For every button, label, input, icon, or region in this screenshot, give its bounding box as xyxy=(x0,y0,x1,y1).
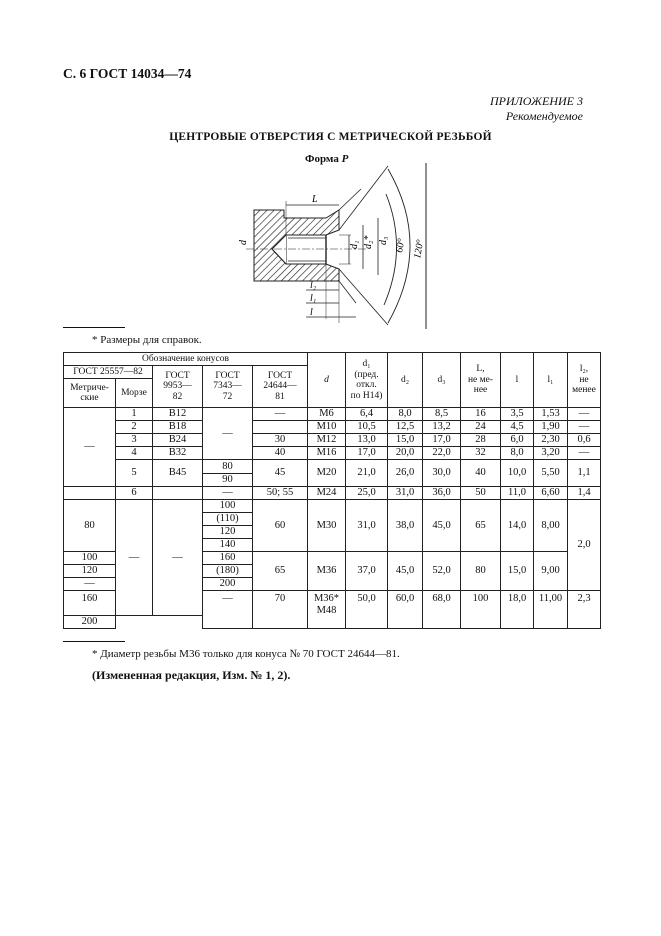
cell-g7343: 90 xyxy=(203,473,253,487)
footnote-bottom: * Диаметр резьбы M36 только для конуса № 70 ГОСТ 24644—81. xyxy=(92,648,400,660)
th-l2: l₂, не менее xyxy=(568,353,601,408)
cell-g7343: (110) xyxy=(203,513,253,526)
cell-l1: 9,00 xyxy=(534,552,568,591)
cell-d: M30 xyxy=(308,500,346,552)
cell-d3: 52,0 xyxy=(423,552,461,591)
cell-g9953: B32 xyxy=(153,447,203,460)
footnote-top: * Размеры для справок. xyxy=(92,334,202,346)
cell-g7343: 200 xyxy=(203,578,253,591)
cell-l: 3,5 xyxy=(501,408,534,421)
th-gost24644: ГОСТ 24644—81 xyxy=(253,366,308,408)
cell-l1: 8,00 xyxy=(534,500,568,552)
cell-l2: 2,3 xyxy=(568,591,601,629)
angle-60-label: 60° xyxy=(394,237,408,254)
cell-d: M24 xyxy=(308,487,346,500)
cell-d3: 45,0 xyxy=(423,500,461,552)
dim-l2-label: l₂ xyxy=(310,280,317,291)
cell-d1: 10,5 xyxy=(346,421,388,434)
appendix-label xyxy=(490,94,583,124)
cell-metric: 100 xyxy=(64,552,116,565)
cell-l2: — xyxy=(568,447,601,460)
cell-metric: 200 xyxy=(64,616,116,629)
cell-g7343: 160 xyxy=(203,552,253,565)
cell-morse: 3 xyxy=(116,434,153,447)
dim-L-label: L xyxy=(312,194,318,205)
th-metric: Метриче- ские xyxy=(64,379,116,408)
cell-l: 14,0 xyxy=(501,500,534,552)
angle-120-label: 120° xyxy=(412,238,427,260)
cell-g24644: 30 xyxy=(253,434,308,447)
cell-g7343: 100 xyxy=(203,500,253,513)
cell-d1: 31,0 xyxy=(346,500,388,552)
cell-g24644: 45 xyxy=(253,460,308,487)
cell-d2: 38,0 xyxy=(388,500,423,552)
cell-L: 50 xyxy=(461,487,501,500)
cell-d1: 6,4 xyxy=(346,408,388,421)
cell-g24644: 50; 55 xyxy=(253,487,308,500)
cell-L: 32 xyxy=(461,447,501,460)
cell-L: 28 xyxy=(461,434,501,447)
cell-g7343: (180) xyxy=(203,565,253,578)
cell-l2: 2,0 xyxy=(568,500,601,591)
cell-d1: 25,0 xyxy=(346,487,388,500)
cell-l: 18,0 xyxy=(501,591,534,629)
cell-morse-dash: — xyxy=(116,500,153,616)
cell-d2: 12,5 xyxy=(388,421,423,434)
cell-g9953-empty xyxy=(153,487,203,500)
th-d-text: d xyxy=(324,374,329,385)
cell-morse: 4 xyxy=(116,447,153,460)
cell-g9953-dash: — xyxy=(153,500,203,616)
cell-d3: 13,2 xyxy=(423,421,461,434)
cell-L: 40 xyxy=(461,460,501,487)
cell-morse: 1 xyxy=(116,408,153,421)
cell-metric: 80 xyxy=(64,500,116,552)
cell-l1: 11,00 xyxy=(534,591,568,629)
cell-l1: 3,20 xyxy=(534,447,568,460)
cell-d2: 26,0 xyxy=(388,460,423,487)
center-holes-table xyxy=(63,352,601,629)
th-gost9953: ГОСТ 9953—82 xyxy=(153,366,203,408)
cell-g9953: B18 xyxy=(153,421,203,434)
cell-d2: 8,0 xyxy=(388,408,423,421)
appendix-title: ПРИЛОЖЕНИЕ 3 xyxy=(490,94,583,108)
th-d xyxy=(308,353,346,408)
cell-l: 8,0 xyxy=(501,447,534,460)
cell-metric: — xyxy=(64,578,116,591)
cell-d: M6 xyxy=(308,408,346,421)
cell-d3: 36,0 xyxy=(423,487,461,500)
cell-morse: 6 xyxy=(116,487,153,500)
cell-l: 15,0 xyxy=(501,552,534,591)
dim-l1-label: l₁ xyxy=(310,293,317,304)
cell-l1: 2,30 xyxy=(534,434,568,447)
dim-d2-label: d₂* xyxy=(363,235,374,249)
cell-d xyxy=(308,591,346,629)
cell-g24644: 70 xyxy=(253,591,308,629)
dim-d1-label: d₁ xyxy=(349,240,360,249)
cell-g9953: B12 xyxy=(153,408,203,421)
dim-d3-label: d₃ xyxy=(378,236,389,245)
cell-d: M36 xyxy=(308,552,346,591)
cell-d: M16 xyxy=(308,447,346,460)
cell-d3: 30,0 xyxy=(423,460,461,487)
cell-l1: 6,60 xyxy=(534,487,568,500)
cell-d2: 60,0 xyxy=(388,591,423,629)
section-title: ЦЕНТРОВЫЕ ОТВЕРСТИЯ С МЕТРИЧЕСКОЙ РЕЗЬБОЙ xyxy=(169,131,492,143)
appendix-subtitle: Рекомендуемое xyxy=(505,109,583,123)
th-d1: d₁ (пред. откл. по H14) xyxy=(346,353,388,408)
th-d2: d₂ xyxy=(388,353,423,408)
cell-g9953: B24 xyxy=(153,434,203,447)
cell-d1: 13,0 xyxy=(346,434,388,447)
cell-g24644: 40 xyxy=(253,447,308,460)
cell-d2: 45,0 xyxy=(388,552,423,591)
cell-d: M20 xyxy=(308,460,346,487)
th-l1: l₁ xyxy=(534,353,568,408)
cell-d2: 31,0 xyxy=(388,487,423,500)
cell-d3: 8,5 xyxy=(423,408,461,421)
cell-d1: 17,0 xyxy=(346,447,388,460)
cell-d1: 37,0 xyxy=(346,552,388,591)
cell-morse: 2 xyxy=(116,421,153,434)
cell-l: 6,0 xyxy=(501,434,534,447)
cell-g24644: 60 xyxy=(253,500,308,552)
cell-l1: 5,50 xyxy=(534,460,568,487)
cell-l: 4,5 xyxy=(501,421,534,434)
cell-d2: 15,0 xyxy=(388,434,423,447)
cell-morse: 5 xyxy=(116,460,153,487)
cell-g7343: — xyxy=(203,591,253,629)
cell-g24644-empty xyxy=(253,421,308,434)
cell-metric: 120 xyxy=(64,565,116,578)
cell-d1: 21,0 xyxy=(346,460,388,487)
th-morse: Морзе xyxy=(116,379,153,408)
cell-l2: — xyxy=(568,408,601,421)
cell-d3: 22,0 xyxy=(423,447,461,460)
cell-d3: 68,0 xyxy=(423,591,461,629)
cell-d: M12 xyxy=(308,434,346,447)
page-header: С. 6 ГОСТ 14034—74 xyxy=(63,66,192,81)
cell-l2: 1,1 xyxy=(568,460,601,487)
cell-d1: 50,0 xyxy=(346,591,388,629)
form-label-text: Форма xyxy=(305,153,339,165)
cell-g24644: — xyxy=(253,408,308,421)
cell-d2: 20,0 xyxy=(388,447,423,460)
cell-metric-empty xyxy=(64,487,116,500)
cell-L: 65 xyxy=(461,500,501,552)
cell-d-m36: M36* xyxy=(313,593,340,604)
th-gost7343: ГОСТ 7343—72 xyxy=(203,366,253,408)
cell-d: M10 xyxy=(308,421,346,434)
cell-d3: 17,0 xyxy=(423,434,461,447)
cell-l2: 1,4 xyxy=(568,487,601,500)
cell-l1: 1,90 xyxy=(534,421,568,434)
footnote-divider-bottom xyxy=(63,641,125,642)
cell-l2: — xyxy=(568,421,601,434)
cell-g7343: 140 xyxy=(203,539,253,552)
cell-L: 16 xyxy=(461,408,501,421)
cell-l1: 1,53 xyxy=(534,408,568,421)
cell-g9953: B45 xyxy=(153,460,203,487)
th-d3: d₃ xyxy=(423,353,461,408)
th-gost25557: ГОСТ 25557—82 xyxy=(64,366,153,379)
cell-metric: 160 xyxy=(64,591,116,616)
cell-g7343-dash: — xyxy=(203,408,253,460)
th-designation-group: Обозначение конусов xyxy=(64,353,308,366)
cell-g24644: 65 xyxy=(253,552,308,591)
cell-d-m48: M48 xyxy=(316,604,337,616)
th-L: L, не ме- нее xyxy=(461,353,501,408)
edition-note: (Измененная редакция, Изм. № 1, 2). xyxy=(92,668,291,682)
center-hole-drawing xyxy=(236,163,436,329)
cell-metric-dash: — xyxy=(64,408,116,487)
cell-L: 100 xyxy=(461,591,501,629)
dim-d-label: d xyxy=(238,240,249,245)
footnote-divider-top xyxy=(63,327,125,328)
cell-l2: 0,6 xyxy=(568,434,601,447)
cell-L: 24 xyxy=(461,421,501,434)
cell-g7343: 80 xyxy=(203,460,253,474)
cell-g7343: — xyxy=(203,487,253,500)
form-letter: P xyxy=(341,153,349,165)
dim-l-label: l xyxy=(310,307,313,318)
cell-l: 10,0 xyxy=(501,460,534,487)
th-l: l xyxy=(501,353,534,408)
cell-l: 11,0 xyxy=(501,487,534,500)
cell-L: 80 xyxy=(461,552,501,591)
cell-g7343: 120 xyxy=(203,526,253,539)
